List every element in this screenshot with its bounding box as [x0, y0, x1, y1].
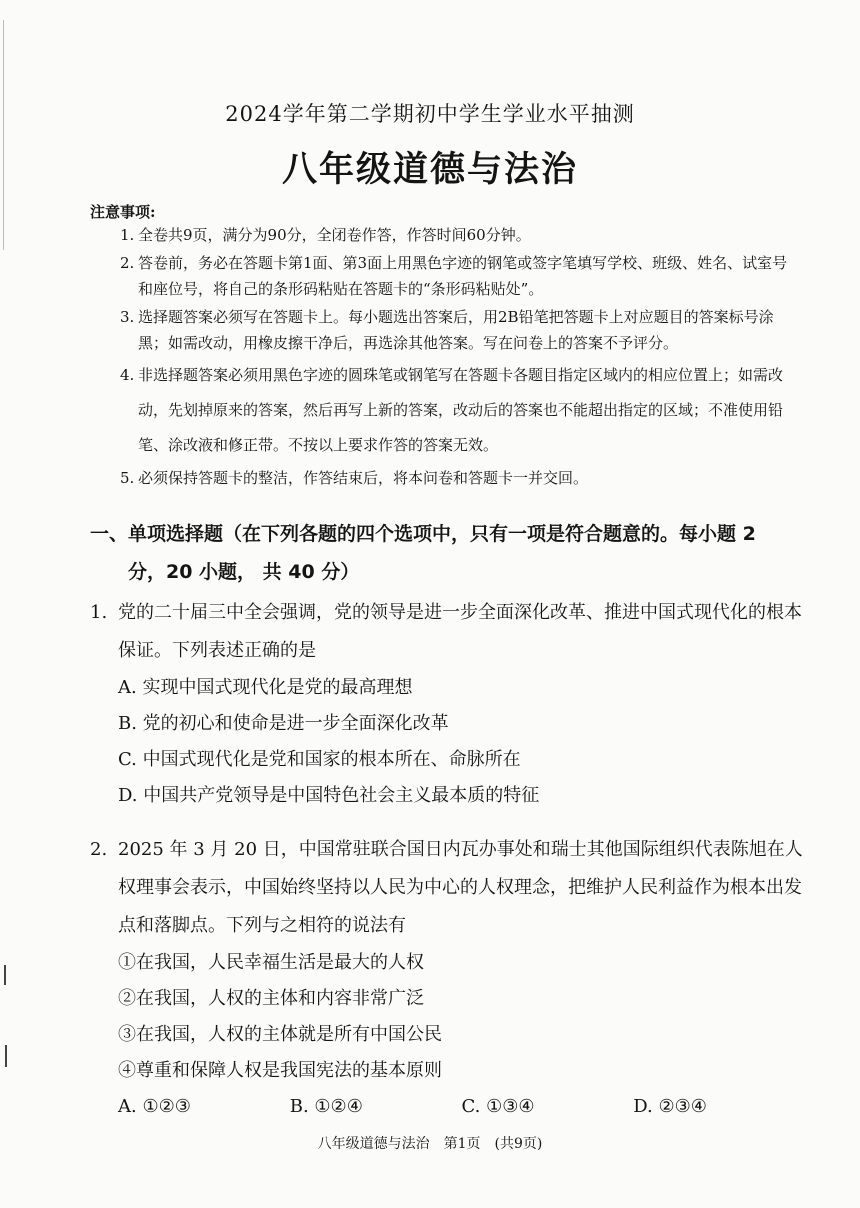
scan-edge-mark: [3, 20, 4, 250]
choice-d: D. ②③④: [633, 1096, 707, 1117]
statement-3: ③在我国，人权的主体就是所有中国公民: [118, 1024, 442, 1045]
notice-item-text: 非选择题答案必须用黑色字迹的圆珠笔或钢笔写在答题卡各题目指定区域内的相应位置上；如需改动，先划掉原来的答案，然后再写上新的答案，改动后的答案也不能超出指定的区域；不准使用铅笔、涂改液和修正带。不按以上要求作答的答案无效。: [138, 366, 784, 454]
notice-list: [120, 222, 800, 493]
question-1: [90, 594, 805, 814]
notice-item-text: 答卷前，务必在答题卡第1面、第3面上用黑色字迹的钢笔或签字笔填写学校、班级、姓名、试室号和座位号，将自己的条形码粘贴在答题卡的“条形码粘贴处”。: [138, 254, 788, 298]
notice-item-text: 全卷共9页，满分为90分，全闭卷作答，作答时间60分钟。: [138, 226, 531, 244]
notice-item-number: 1.: [120, 226, 135, 244]
page-footer: 八年级道德与法治 第1页 (共9页): [317, 1136, 543, 1152]
scan-edge-mark: [5, 1045, 7, 1067]
notice-heading: 注意事项:: [90, 203, 156, 221]
notice-item-text: 必须保持答题卡的整洁，作答结束后，将本问卷和答题卡一并交回。: [138, 469, 589, 487]
notice-item-number: 2.: [120, 254, 135, 272]
notice-item-number: 5.: [120, 469, 135, 487]
option-d: D. 中国共产党领导是中国特色社会主义最本质的特征: [118, 785, 540, 806]
question-text: 2025 年 3 月 20 日，中国常驻联合国日内瓦办事处和瑞士其他国际组织代表陈旭在人权理事会表示，中国始终坚持以人民为中心的人权理念，把维护人民利益作为根本出发点和落脚点。下列与之相符的说法有: [118, 839, 803, 936]
notice-item-number: 3.: [120, 308, 135, 326]
notice-item: [120, 465, 800, 491]
section-heading-line2: 分，20 小题， 共 40 分）: [128, 561, 360, 583]
notice-item-number: 4.: [120, 366, 135, 384]
notice-item: [120, 250, 800, 302]
statement-4: ④尊重和保障人权是我国宪法的基本原则: [118, 1060, 442, 1081]
notice-item-text: 选择题答案必须写在答题卡上。每小题选出答案后，用2B铅笔把答题卡上对应题目的答案标号涂黑；如需改动，用橡皮擦干净后，再选涂其他答案。写在问卷上的答案不予评分。: [138, 308, 774, 352]
section-heading-line1: 一、单项选择题（在下列各题的四个选项中，只有一项是符合题意的。每小题 2: [90, 523, 756, 545]
choice-b: B. ①②④: [289, 1096, 363, 1117]
answer-choices: [90, 1089, 805, 1125]
exam-subtitle: 2024学年第二学期初中学生学业水平抽测: [225, 102, 635, 126]
option-a: A. 实现中国式现代化是党的最高理想: [118, 677, 413, 698]
section-heading: [90, 515, 805, 591]
question-stem: [90, 831, 805, 945]
statement-2: ②在我国，人权的主体和内容非常广泛: [118, 988, 424, 1009]
notice-item: [120, 358, 800, 463]
question-number: 2.: [90, 839, 108, 860]
notice-item: [120, 304, 800, 356]
scan-edge-mark: [4, 965, 6, 985]
choice-c: C. ①③④: [461, 1096, 535, 1117]
choice-a: A. ①②③: [118, 1096, 191, 1117]
exam-title: 八年级道德与法治: [281, 149, 578, 190]
option-c: C. 中国式现代化是党和国家的根本所在、命脉所在: [118, 749, 521, 770]
notice-item: [120, 222, 800, 248]
question-number: 1.: [90, 602, 108, 623]
option-b: B. 党的初心和使命是进一步全面深化改革: [118, 713, 449, 734]
question-stem: [90, 594, 805, 670]
question-2: [90, 831, 805, 1125]
question-text: 党的二十届三中全会强调，党的领导是进一步全面深化改革、推进中国式现代化的根本保证。下列表述正确的是: [118, 602, 802, 661]
statement-1: ①在我国，人民幸福生活是最大的人权: [118, 952, 424, 973]
